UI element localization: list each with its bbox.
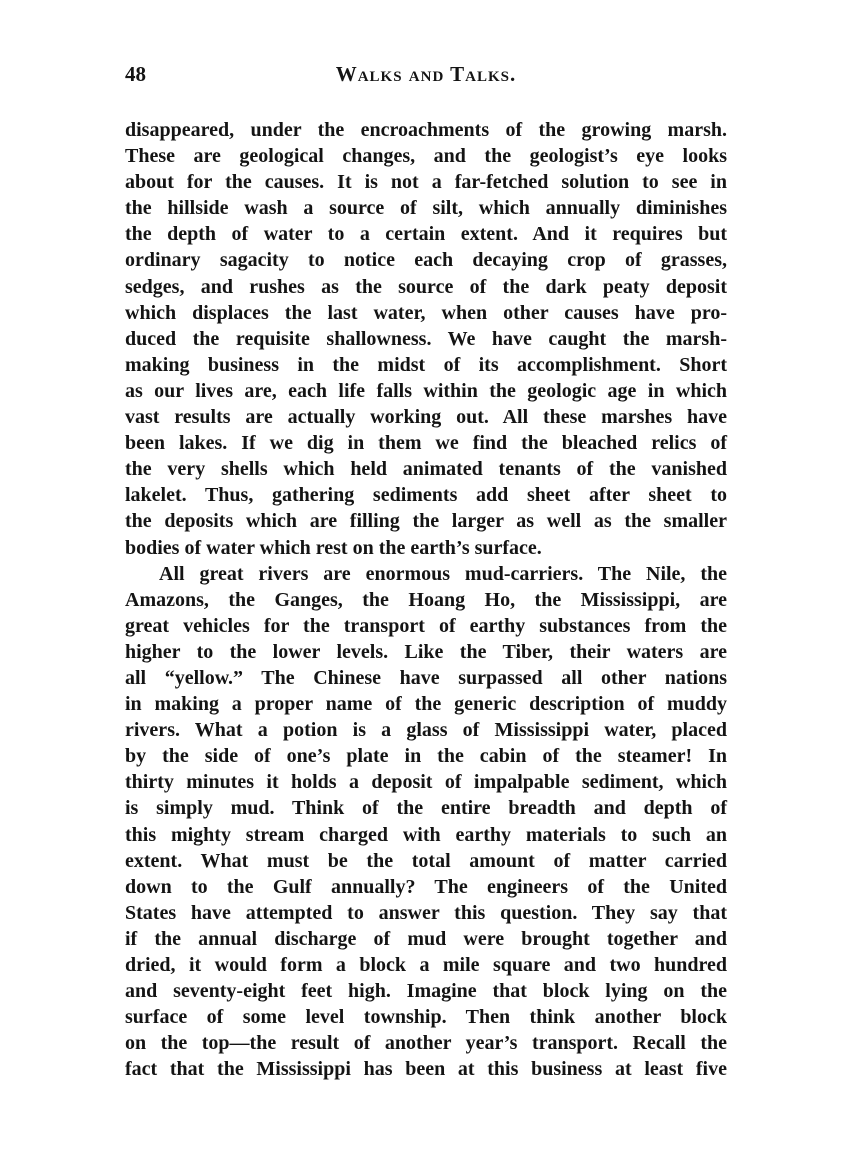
text-line: lakelet. Thus, gathering sediments add sheet after sheet to bbox=[125, 484, 727, 507]
text-line: fact that the Mississippi has been at this business at least five bbox=[125, 1058, 727, 1081]
text-line: thirty minutes it holds a deposit of impalpable sediment, which bbox=[125, 771, 727, 794]
text-line: about for the causes. It is not a far-fetched solution to see in bbox=[125, 171, 727, 194]
text-line: this mighty stream charged with earthy materials to such an bbox=[125, 823, 727, 846]
text-line: been lakes. If we dig in them we find the bleached relics of bbox=[125, 432, 727, 455]
text-line: extent. What must be the total amount of matter carried bbox=[125, 849, 727, 872]
text-line: Amazons, the Ganges, the Hoang Ho, the Mississippi, are bbox=[125, 588, 727, 611]
text-line: on the top—the result of another year’s transport. Recall the bbox=[125, 1032, 727, 1055]
text-line: down to the Gulf annually? The engineers of the United bbox=[125, 875, 727, 898]
text-line: vast results are actually working out. All these marshes have bbox=[125, 406, 727, 429]
text-line: surface of some level township. Then think another block bbox=[125, 1006, 727, 1029]
text-line: if the annual discharge of mud were brought together and bbox=[125, 927, 727, 950]
text-line: the hillside wash a source of silt, which annually diminishes bbox=[125, 197, 727, 220]
page-header bbox=[125, 62, 727, 92]
text-line: duced the requisite shallowness. We have caught the marsh- bbox=[125, 327, 727, 350]
running-title: Walks and Talks. bbox=[335, 62, 517, 86]
text-line: which displaces the last water, when other causes have pro- bbox=[125, 301, 727, 324]
text-line: ordinary sagacity to notice each decaying crop of grasses, bbox=[125, 249, 727, 272]
text-line: sedges, and rushes as the source of the dark peaty deposit bbox=[125, 275, 727, 298]
text-line: higher to the lower levels. Like the Tiber, their waters are bbox=[125, 640, 727, 663]
text-line: dried, it would form a block a mile square and two hundred bbox=[125, 954, 727, 976]
text-line: rivers. What a potion is a glass of Mississippi water, placed bbox=[125, 719, 727, 742]
paragraph-start-line: All great rivers are enormous mud-carriers. The Nile, the bbox=[159, 562, 727, 585]
page-number: 48 bbox=[125, 62, 146, 86]
text-line: in making a proper name of the generic description of muddy bbox=[125, 693, 727, 716]
text-line: all “yellow.” The Chinese have surpassed all other nations bbox=[125, 666, 727, 689]
body-text bbox=[125, 117, 727, 1082]
text-line: great vehicles for the transport of earthy substances from the bbox=[125, 614, 727, 637]
text-line: the depth of water to a certain extent. And it requires but bbox=[125, 223, 727, 246]
text-line: as our lives are, each life falls within the geologic age in which bbox=[125, 379, 727, 402]
paragraph-end-line: bodies of water which rest on the earth’s surface. bbox=[125, 536, 542, 559]
text-line: is simply mud. Think of the entire breadth and depth of bbox=[125, 797, 727, 820]
text-line: and seventy-eight feet high. Imagine that block lying on the bbox=[125, 980, 727, 1003]
text-line: the deposits which are filling the larger as well as the smaller bbox=[125, 510, 727, 533]
text-line: making business in the midst of its accomplishment. Short bbox=[125, 353, 727, 376]
text-line: the very shells which held animated tenants of the vanished bbox=[125, 458, 727, 481]
text-line: States have attempted to answer this question. They say that bbox=[125, 901, 727, 924]
text-line: by the side of one’s plate in the cabin of the steamer! In bbox=[125, 745, 727, 768]
text-line: These are geological changes, and the geologist’s eye looks bbox=[125, 145, 727, 168]
text-line: disappeared, under the encroachments of the growing marsh. bbox=[125, 119, 727, 141]
